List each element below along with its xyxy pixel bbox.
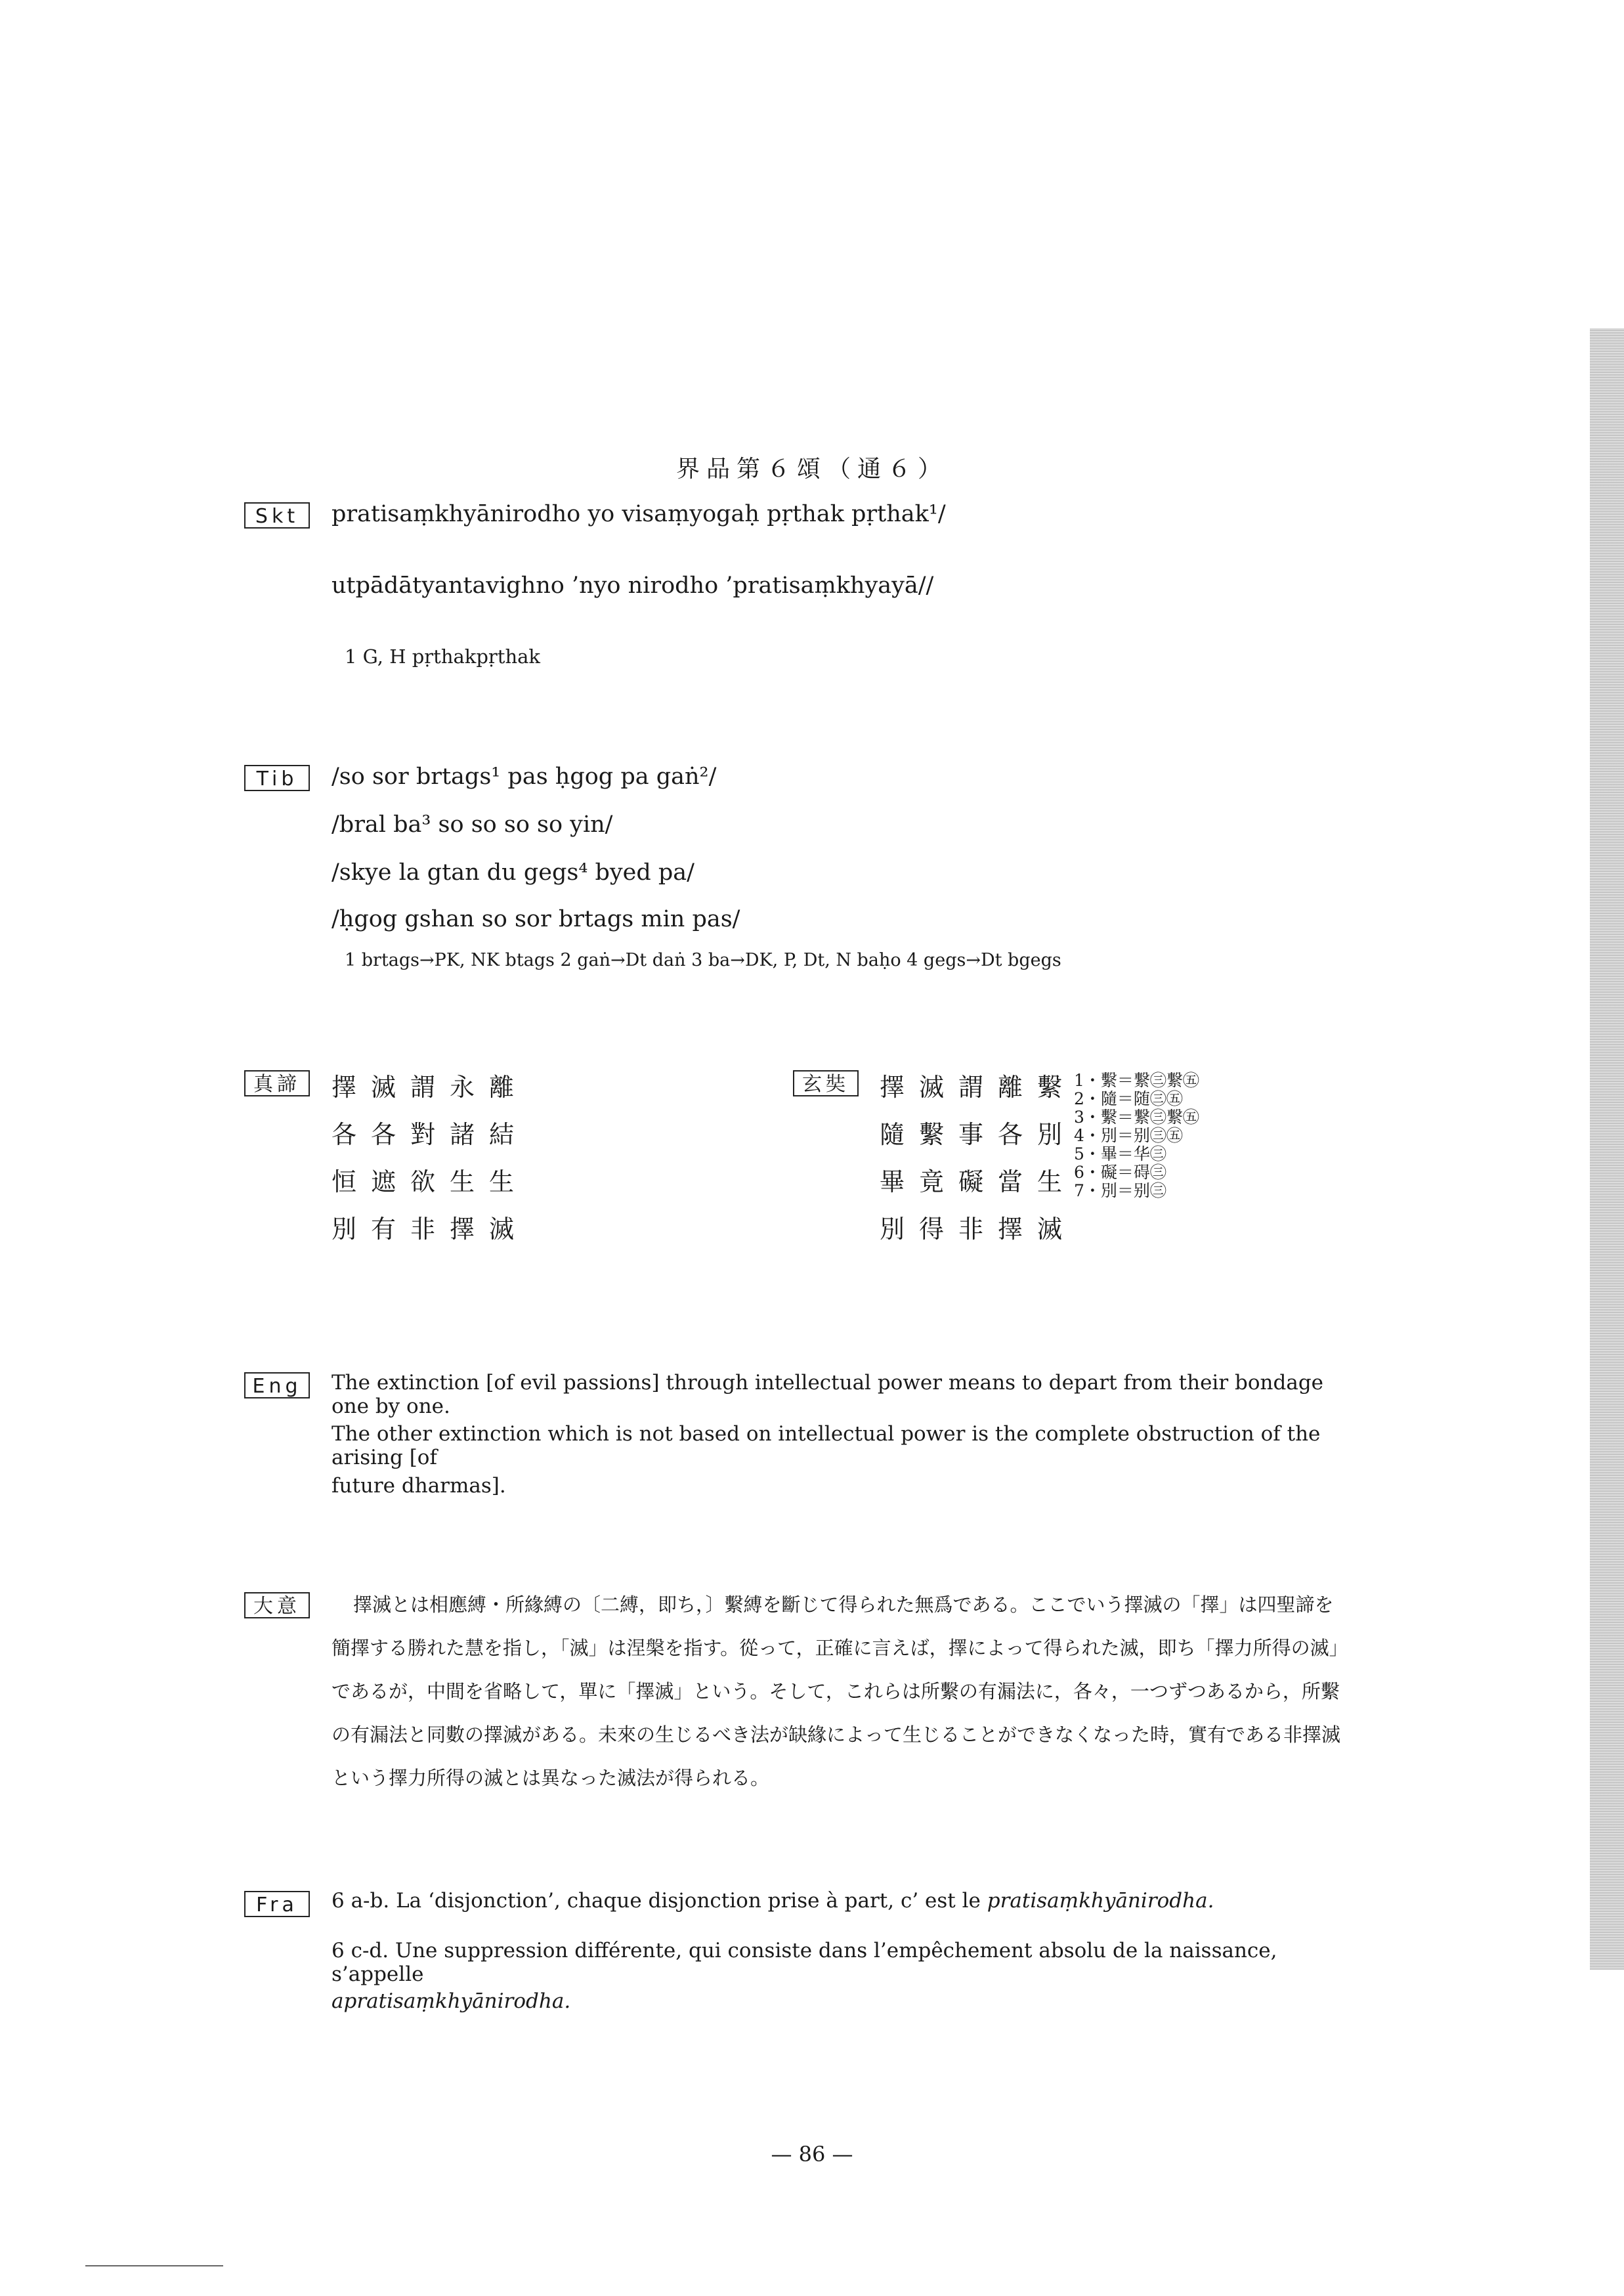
paramartha-line-1: 擇滅謂永離: [331, 1073, 529, 1102]
xuanzang-variant-note-5: 5・畢＝华㊂: [1074, 1144, 1166, 1163]
xuanzang-line-4: 別得非擇滅: [880, 1215, 1077, 1244]
eng-line-1: The extinction [of evil passions] through intellectual power means to depart from their bondage one by one.: [331, 1371, 1324, 1418]
eng-line-2: The other extinction which is not based on intellectual power is the complete obstruction of the arising [of: [331, 1422, 1321, 1469]
taii-line-4: の有漏法と同數の擇滅がある。未來の生じるべき法が缺緣によって生じることができなくなった時，實有である非擇滅: [331, 1723, 1341, 1746]
skt-footnote: 1 G, H pṛthakpṛthak: [345, 645, 540, 668]
taii-line-1: 擇滅とは相應縛・所緣縛の〔二縛，即ち，〕繫縛を斷じて得られた無爲である。ここでいう擇滅の「擇」は四聖諦を: [353, 1593, 1334, 1616]
tib-line-4: /ḥgog gshan so sor brtags min pas/: [331, 906, 740, 932]
page-title: 界品第６頌（通６）: [675, 456, 948, 483]
fra-line-1-text: 6 a-b. La ‘disjonction’, chaque disjonction prise à part, c’ est le: [331, 1889, 987, 1913]
xuanzang-variant-note-4: 4・別＝别㊂㊄: [1074, 1126, 1183, 1145]
paramartha-line-4: 別有非擇滅: [331, 1215, 529, 1244]
paramartha-label: 真諦: [244, 1070, 310, 1096]
taii-line-2: 簡擇する勝れた慧を指し，「滅」は涅槃を指す。從って，正確に言えば，擇によって得られた滅，即ち「擇力所得の滅」: [331, 1637, 1348, 1659]
skt-verse-line-1: pratisaṃkhyānirodho yo visaṃyogaḥ pṛthak pṛthak¹/: [331, 501, 946, 527]
tib-line-2: /bral ba³ so so so so yin/: [331, 812, 613, 838]
xuanzang-variant-note-6: 6・礙＝碍㊂: [1074, 1163, 1166, 1182]
xuanzang-variant-note-1: 1・繫＝繋㊂繋㊄: [1074, 1071, 1199, 1090]
fra-term-2: apratisaṃkhyānirodha.: [331, 1989, 571, 2013]
taii-label: 大意: [244, 1592, 310, 1618]
fra-line-3: [331, 1989, 1342, 2013]
fra-term-1: pratisaṃkhyānirodha.: [987, 1889, 1214, 1913]
bottom-rule: [85, 2265, 223, 2266]
eng-line-3: future dharmas].: [331, 1474, 506, 1498]
xuanzang-label: 玄奘: [793, 1070, 859, 1096]
xuanzang-line-3: 畢竟礙當生: [880, 1167, 1077, 1196]
paramartha-line-2: 各各對諸結: [331, 1120, 529, 1149]
paramartha-line-3: 恒遮欲生生: [331, 1167, 529, 1196]
scan-edge-shadow: [1590, 328, 1624, 1970]
eng-label: Eng: [244, 1372, 310, 1398]
tib-footnote: 1 brtags→PK, NK btags 2 gaṅ→Dt daṅ 3 ba→DK, P, Dt, N baḥo 4 gegs→Dt bgegs: [345, 950, 1061, 970]
tib-line-3: /skye la gtan du gegs⁴ byed pa/: [331, 859, 694, 886]
xuanzang-line-1: 擇滅謂離繫: [880, 1073, 1077, 1102]
fra-line-2: 6 c-d. Une suppression différente, qui consiste dans l’empêchement absolu de la naissance, s’appelle: [331, 1939, 1277, 1986]
taii-line-3: であるが，中間を省略して，單に「擇滅」という。そして，これらは所繫の有漏法に，各々，一つずつあるから，所繫: [331, 1680, 1340, 1702]
fra-label: Fra: [244, 1891, 310, 1917]
tib-line-1: /so sor brtags¹ pas ḥgog pa gaṅ²/: [331, 764, 717, 790]
page-number: — 86 —: [771, 2142, 853, 2167]
xuanzang-variant-note-7: 7・別＝别㊂: [1074, 1181, 1166, 1200]
xuanzang-variant-note-3: 3・繫＝繋㊂繋㊄: [1074, 1108, 1199, 1127]
xuanzang-variant-note-2: 2・隨＝随㊂㊄: [1074, 1089, 1183, 1108]
skt-verse-line-2: utpādātyantavighno ’nyo nirodho ’pratisaṃkhyayā//: [331, 573, 934, 599]
skt-label: Skt: [244, 502, 310, 529]
xuanzang-line-2: 隨繫事各別: [880, 1120, 1077, 1149]
fra-line-1: [331, 1889, 1342, 1913]
tib-label: Tib: [244, 765, 310, 791]
taii-line-5: という擇力所得の滅とは異なった滅法が得られる。: [331, 1767, 770, 1789]
